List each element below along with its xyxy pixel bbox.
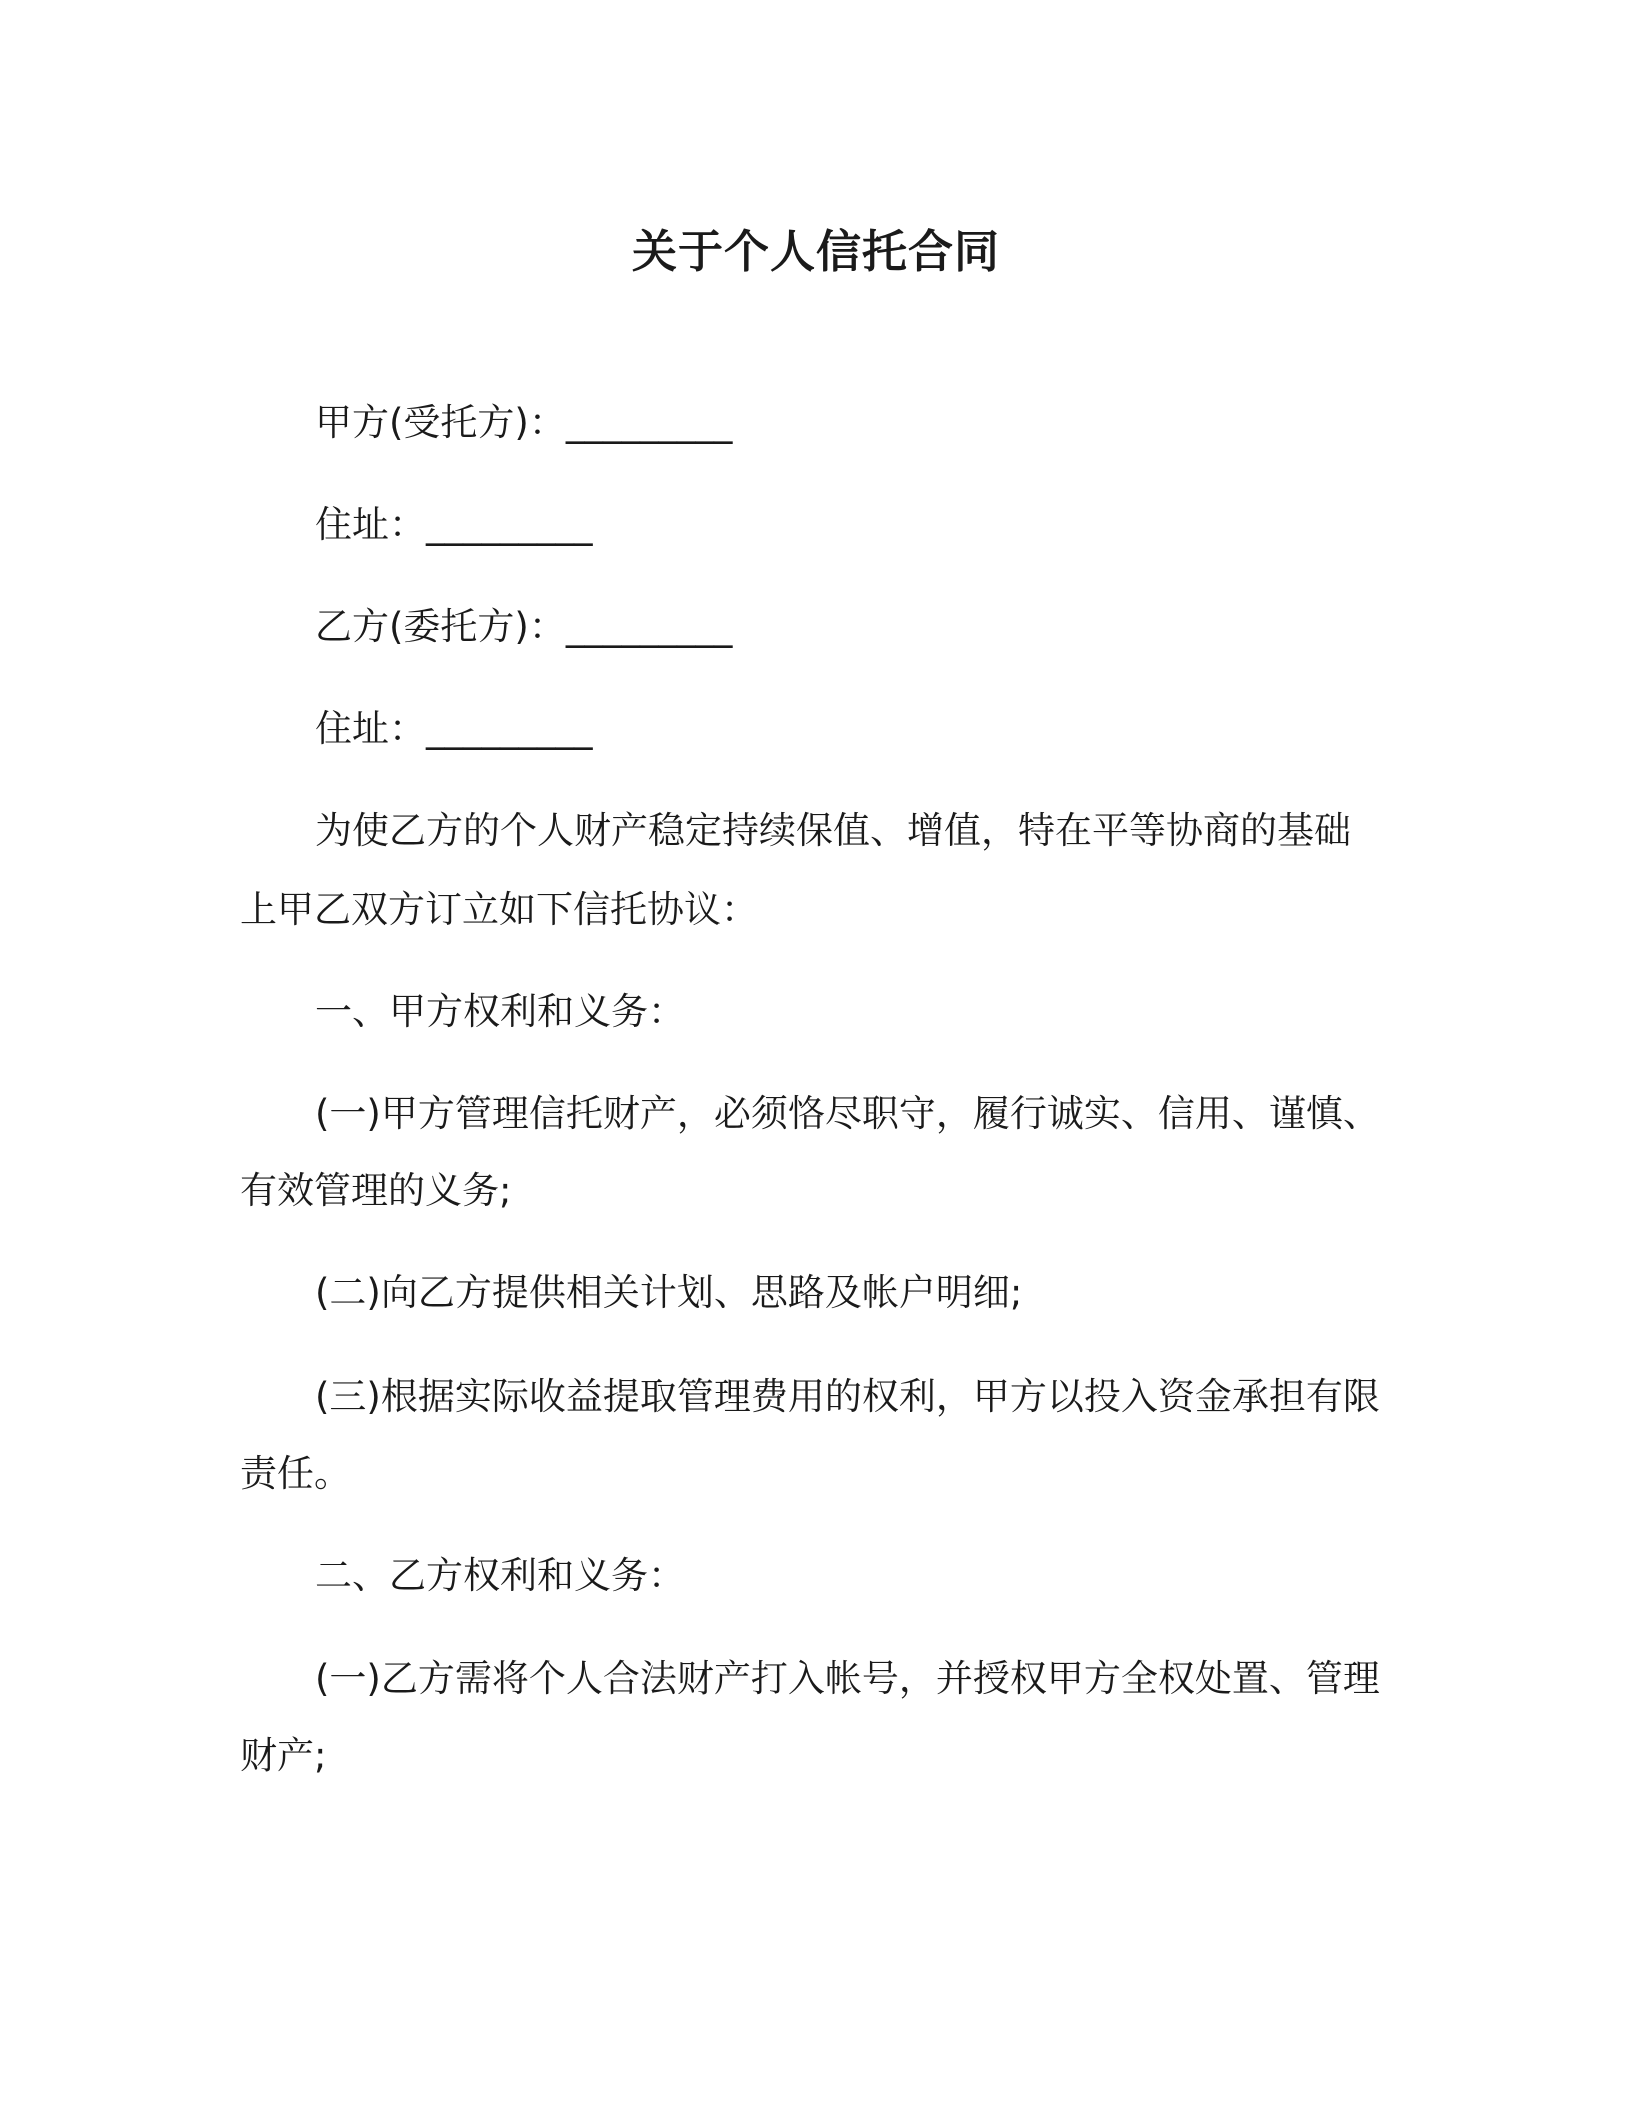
section-1-item-3-line-1: (三)根据实际收益提取管理费用的权利，甲方以投入资金承担有限 <box>315 1375 1380 1418</box>
section-2-item-1-line-1: (一)乙方需将个人合法财产打入帐号，并授权甲方全权处置、管理 <box>315 1657 1380 1700</box>
section-1-item-3-line-2: 责任。 <box>240 1452 351 1495</box>
section-2-heading: 二、乙方权利和义务： <box>315 1554 685 1597</box>
section-1-item-1-line-2: 有效管理的义务; <box>240 1169 512 1212</box>
document-title: 关于个人信托合同 <box>631 225 1000 278</box>
party-b-address: 住址：_________ <box>315 707 593 750</box>
section-1-item-1-line-1: (一)甲方管理信托财产，必须恪尽职守，履行诚实、信用、谨慎、 <box>315 1092 1380 1135</box>
intro-paragraph-line-1: 为使乙方的个人财产稳定持续保值、增值，特在平等协商的基础 <box>315 809 1351 852</box>
party-b-line: 乙方(委托方)：_________ <box>315 605 733 648</box>
section-2-item-1-line-2: 财产; <box>240 1734 327 1777</box>
party-a-line: 甲方(受托方)：_________ <box>315 401 733 444</box>
section-1-heading: 一、甲方权利和义务： <box>315 990 685 1033</box>
party-a-address: 住址：_________ <box>315 503 593 546</box>
section-1-item-2: (二)向乙方提供相关计划、思路及帐户明细; <box>315 1271 1023 1314</box>
intro-paragraph-line-2: 上甲乙双方订立如下信托协议： <box>240 888 758 931</box>
